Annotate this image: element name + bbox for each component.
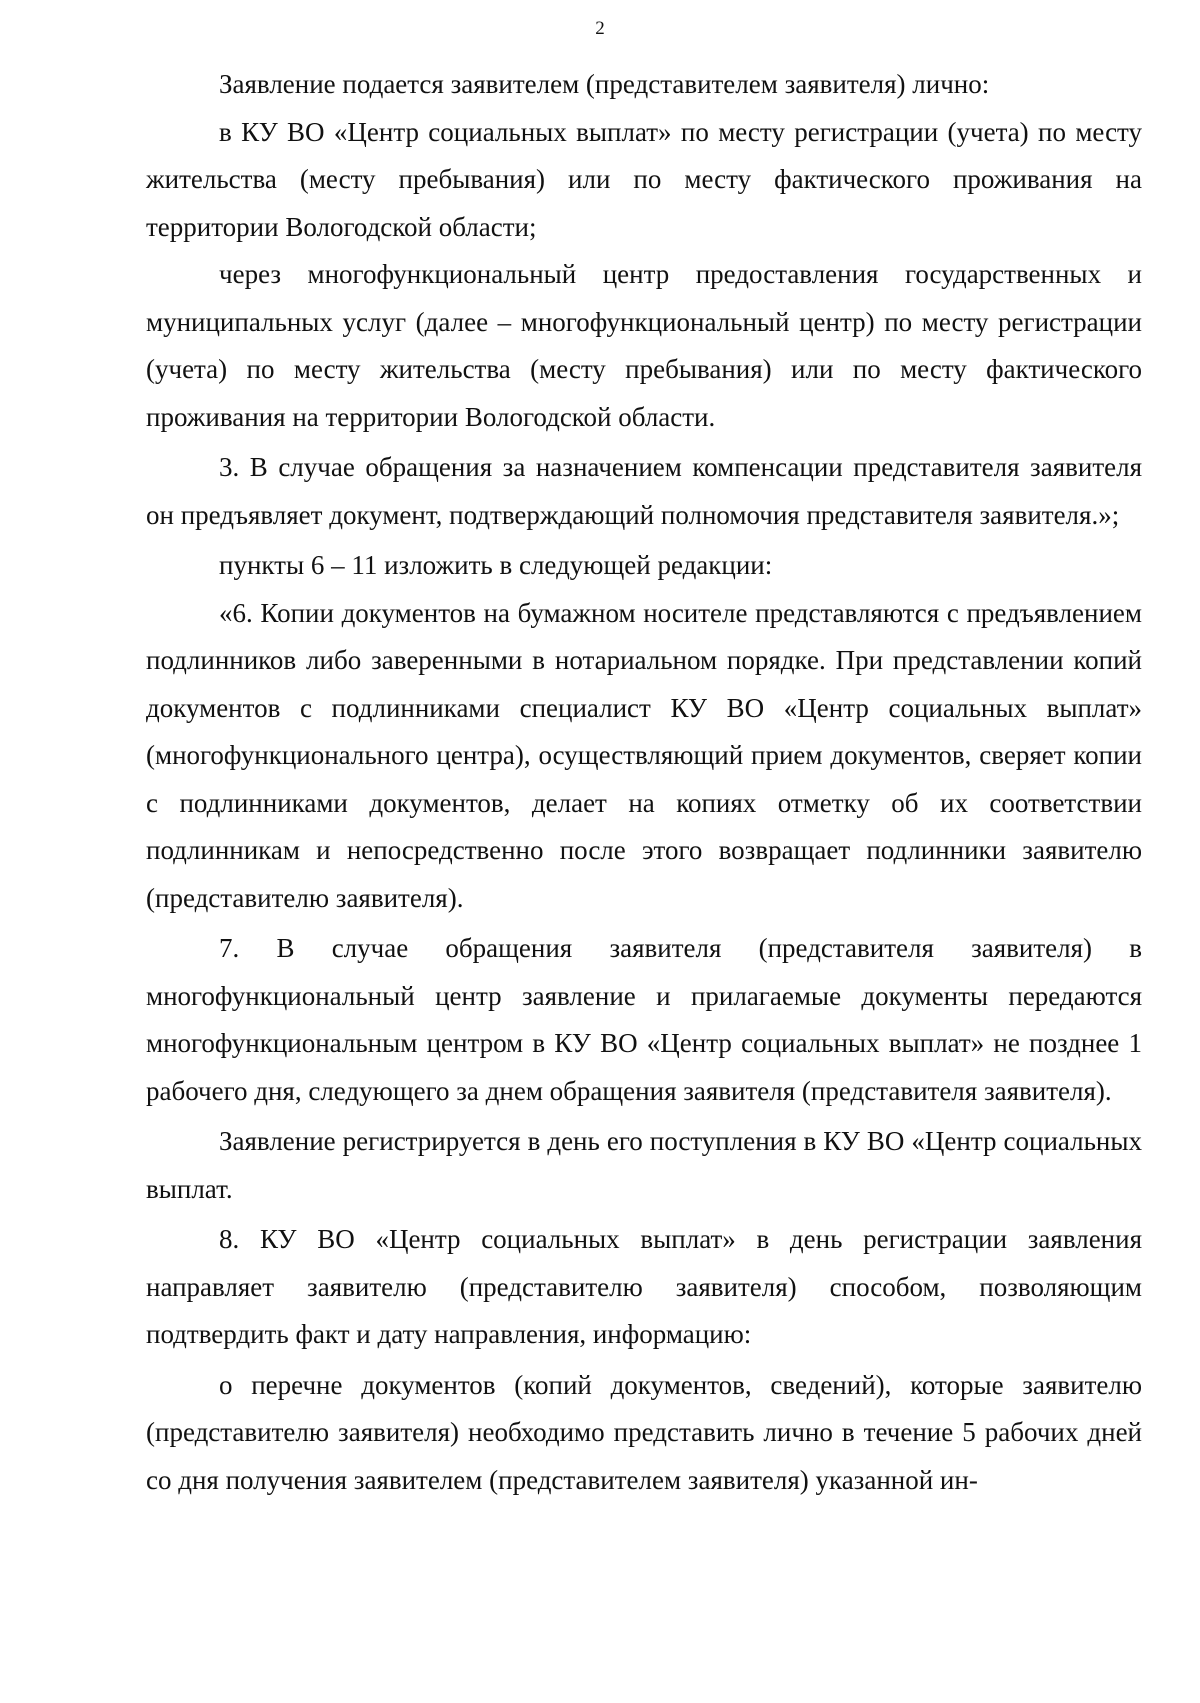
paragraph: в КУ ВО «Центр социальных выплат» по месту регистрации (учета) по месту жительства (месту пребывания) или по месту фактического проживания на территории Вологодской области; [146, 116, 1142, 242]
paragraph: о перечне документов (копий документов, сведений), которые заявителю (представителю заявителя) необходимо представить лично в течение 5 рабочих дней со дня получения заявителем (представителем заявителя) указанной ин- [146, 1369, 1142, 1495]
paragraph: 7. В случае обращения заявителя (представителя заявителя) в многофункциональный центр заявление и прилагаемые документы передаются многофункциональным центром в КУ ВО «Центр социальных выплат» не позднее 1 рабочего дня, следующего за днем обращения заявителя (представителя заявителя). [146, 933, 1142, 1106]
paragraph: Заявление регистрируется в день его поступления в КУ ВО «Центр социальных выплат. [146, 1126, 1142, 1204]
paragraph: через многофункциональный центр предоставления государственных и муниципальных услуг (далее – многофункциональный центр) по месту регистрации (учета) по месту жительства (месту пребывания) или по месту фактического проживания на территории Вологодской области. [146, 259, 1142, 432]
document-body [146, 61, 1142, 1504]
page-number: 2 [595, 18, 605, 39]
paragraph: Заявление подается заявителем (представителем заявителя) лично: [219, 69, 990, 99]
paragraph: «6. Копии документов на бумажном носителе представляются с предъявлением подлинников либо заверенными в нотариальном порядке. При представлении копий документов с подлинниками специалист КУ ВО «Центр социальных выплат» (многофункционального центра), осуществляющий прием документов, сверяет копии с подлинниками документов, делает на копиях отметку об их соответствии подлинникам и непосредственно после этого возвращает подлинники заявителю (представителю заявителя). [146, 597, 1142, 913]
paragraph: пункты 6 – 11 изложить в следующей редакции: [219, 550, 773, 580]
paragraph: 8. КУ ВО «Центр социальных выплат» в день регистрации заявления направляет заявителю (представителю заявителя) способом, позволяющим подтвердить факт и дату направления, информацию: [146, 1224, 1142, 1349]
paragraph: 3. В случае обращения за назначением компенсации представителя заявителя он предъявляет документ, подтверждающий полномочия представителя заявителя.»; [146, 452, 1142, 530]
